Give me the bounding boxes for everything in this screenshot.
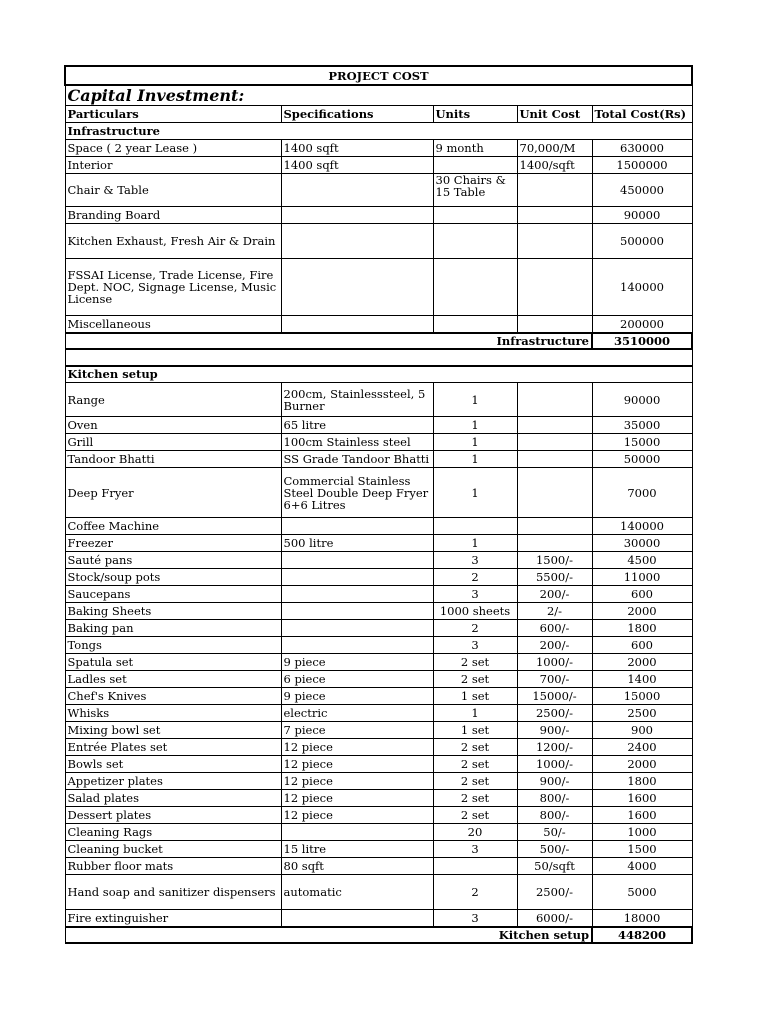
cell-particulars: Space ( 2 year Lease ) — [65, 140, 281, 157]
section-total-label: Infrastructure — [65, 333, 592, 349]
header-specifications: Specifications — [281, 106, 433, 123]
cell-total-cost: 140000 — [592, 259, 692, 316]
cell-particulars: Salad plates — [65, 790, 281, 807]
cell-units: 1 — [433, 451, 517, 468]
cell-units — [433, 259, 517, 316]
cell-unit-cost — [517, 518, 592, 535]
table-row — [65, 705, 692, 722]
cell-particulars: Appetizer plates — [65, 773, 281, 790]
cell-total-cost: 2000 — [592, 603, 692, 620]
table-row — [65, 773, 692, 790]
cell-unit-cost — [517, 451, 592, 468]
cell-specifications: automatic — [281, 875, 433, 910]
cell-particulars: Miscellaneous — [65, 316, 281, 333]
cell-total-cost: 4500 — [592, 552, 692, 569]
cell-units: 2 set — [433, 773, 517, 790]
cell-particulars: Stock/soup pots — [65, 569, 281, 586]
cell-units — [433, 157, 517, 174]
table-row — [65, 910, 692, 927]
cell-particulars: Grill — [65, 434, 281, 451]
cell-unit-cost: 900/- — [517, 722, 592, 739]
table-row — [65, 552, 692, 569]
cell-total-cost: 900 — [592, 722, 692, 739]
cell-units — [433, 858, 517, 875]
cell-specifications: electric — [281, 705, 433, 722]
table-row — [65, 316, 692, 333]
cell-specifications: 12 piece — [281, 756, 433, 773]
spacer-row — [65, 349, 692, 366]
cell-total-cost: 5000 — [592, 875, 692, 910]
cell-total-cost: 200000 — [592, 316, 692, 333]
cell-units — [433, 518, 517, 535]
cell-total-cost: 1800 — [592, 773, 692, 790]
cell-specifications: 9 piece — [281, 654, 433, 671]
cell-particulars: Freezer — [65, 535, 281, 552]
cell-particulars: Cleaning bucket — [65, 841, 281, 858]
header-row — [65, 106, 692, 123]
cell-total-cost: 500000 — [592, 224, 692, 259]
cell-unit-cost: 200/- — [517, 637, 592, 654]
cell-specifications — [281, 518, 433, 535]
cell-particulars: Hand soap and sanitizer dispensers — [65, 875, 281, 910]
cell-unit-cost — [517, 174, 592, 207]
cell-specifications — [281, 552, 433, 569]
cell-unit-cost: 1200/- — [517, 739, 592, 756]
cell-units: 1000 sheets — [433, 603, 517, 620]
cell-total-cost: 1800 — [592, 620, 692, 637]
section-heading-row — [65, 123, 692, 140]
header-total-cost: Total Cost(Rs) — [592, 106, 692, 123]
cell-particulars: Cleaning Rags — [65, 824, 281, 841]
cell-unit-cost: 200/- — [517, 586, 592, 603]
table-row — [65, 518, 692, 535]
cell-total-cost: 18000 — [592, 910, 692, 927]
cell-unit-cost — [517, 207, 592, 224]
table-row — [65, 790, 692, 807]
table-row — [65, 434, 692, 451]
cell-specifications — [281, 824, 433, 841]
cell-particulars: Saucepans — [65, 586, 281, 603]
cell-specifications — [281, 316, 433, 333]
table-row — [65, 224, 692, 259]
cell-total-cost: 1400 — [592, 671, 692, 688]
table-row — [65, 739, 692, 756]
cell-units: 30 Chairs & 15 Table — [433, 174, 517, 207]
cell-particulars: Tongs — [65, 637, 281, 654]
cell-units: 3 — [433, 841, 517, 858]
cell-unit-cost: 500/- — [517, 841, 592, 858]
cell-units: 2 — [433, 875, 517, 910]
cell-units — [433, 316, 517, 333]
cell-unit-cost — [517, 417, 592, 434]
cell-particulars: Oven — [65, 417, 281, 434]
cell-specifications: 9 piece — [281, 688, 433, 705]
cell-specifications: 500 litre — [281, 535, 433, 552]
cell-particulars: Branding Board — [65, 207, 281, 224]
cell-particulars: Rubber floor mats — [65, 858, 281, 875]
cell-units: 2 set — [433, 739, 517, 756]
table-row — [65, 535, 692, 552]
cell-unit-cost: 50/sqft — [517, 858, 592, 875]
table-row — [65, 637, 692, 654]
cell-specifications: 12 piece — [281, 790, 433, 807]
cell-particulars: Fire extinguisher — [65, 910, 281, 927]
section-heading: Infrastructure — [65, 123, 692, 140]
cell-total-cost: 1600 — [592, 790, 692, 807]
cell-units: 1 — [433, 383, 517, 417]
cell-particulars: FSSAI License, Trade License, Fire Dept. NOC, Signage License, Music License — [65, 259, 281, 316]
table-row — [65, 586, 692, 603]
cell-total-cost: 35000 — [592, 417, 692, 434]
cell-total-cost: 90000 — [592, 207, 692, 224]
section-heading-row — [65, 366, 692, 383]
table-row — [65, 858, 692, 875]
cell-particulars: Chef's Knives — [65, 688, 281, 705]
cell-specifications — [281, 224, 433, 259]
cell-total-cost: 2400 — [592, 739, 692, 756]
cell-unit-cost: 70,000/M — [517, 140, 592, 157]
cell-unit-cost — [517, 224, 592, 259]
table-row — [65, 451, 692, 468]
cell-specifications — [281, 259, 433, 316]
table-row — [65, 722, 692, 739]
cell-specifications: 100cm Stainless steel — [281, 434, 433, 451]
cell-total-cost: 2000 — [592, 756, 692, 773]
table-row — [65, 417, 692, 434]
cell-units — [433, 224, 517, 259]
cell-units — [433, 207, 517, 224]
cell-unit-cost: 800/- — [517, 790, 592, 807]
cell-particulars: Dessert plates — [65, 807, 281, 824]
section-total-value: 3510000 — [592, 333, 692, 349]
cell-unit-cost: 2/- — [517, 603, 592, 620]
cell-unit-cost: 1400/sqft — [517, 157, 592, 174]
cell-particulars: Spatula set — [65, 654, 281, 671]
cell-particulars: Ladles set — [65, 671, 281, 688]
cell-particulars: Deep Fryer — [65, 468, 281, 518]
table-row — [65, 841, 692, 858]
cell-particulars: Baking Sheets — [65, 603, 281, 620]
cell-unit-cost — [517, 535, 592, 552]
cell-units: 2 set — [433, 756, 517, 773]
cell-particulars: Sauté pans — [65, 552, 281, 569]
cell-specifications: SS Grade Tandoor Bhatti — [281, 451, 433, 468]
sheet-title: PROJECT COST — [65, 66, 692, 85]
cell-total-cost: 4000 — [592, 858, 692, 875]
cell-unit-cost: 900/- — [517, 773, 592, 790]
cell-particulars: Kitchen Exhaust, Fresh Air & Drain — [65, 224, 281, 259]
cell-unit-cost: 5500/- — [517, 569, 592, 586]
cell-unit-cost: 1500/- — [517, 552, 592, 569]
cell-unit-cost: 50/- — [517, 824, 592, 841]
cell-specifications: 12 piece — [281, 807, 433, 824]
table-row — [65, 824, 692, 841]
table-row — [65, 207, 692, 224]
table-row — [65, 756, 692, 773]
cell-total-cost: 1000 — [592, 824, 692, 841]
cell-units: 1 — [433, 705, 517, 722]
cell-specifications — [281, 569, 433, 586]
cell-unit-cost: 15000/- — [517, 688, 592, 705]
cell-units: 3 — [433, 552, 517, 569]
cell-unit-cost — [517, 468, 592, 518]
table-row — [65, 807, 692, 824]
cell-total-cost: 1600 — [592, 807, 692, 824]
cell-units: 9 month — [433, 140, 517, 157]
cell-units: 1 — [433, 417, 517, 434]
table-row — [65, 569, 692, 586]
cell-specifications: 7 piece — [281, 722, 433, 739]
cell-specifications — [281, 207, 433, 224]
header-particulars: Particulars — [65, 106, 281, 123]
cell-particulars: Entrée Plates set — [65, 739, 281, 756]
cell-specifications: 6 piece — [281, 671, 433, 688]
cell-units: 1 set — [433, 722, 517, 739]
cell-units: 3 — [433, 910, 517, 927]
cell-specifications — [281, 910, 433, 927]
cell-particulars: Baking pan — [65, 620, 281, 637]
cell-specifications: 1400 sqft — [281, 140, 433, 157]
cell-unit-cost: 600/- — [517, 620, 592, 637]
cell-total-cost: 1500 — [592, 841, 692, 858]
cell-specifications — [281, 586, 433, 603]
table-row — [65, 468, 692, 518]
cell-specifications: 12 piece — [281, 773, 433, 790]
section-total-row — [65, 333, 692, 349]
cell-total-cost: 630000 — [592, 140, 692, 157]
section-total-row — [65, 927, 692, 943]
cell-particulars: Tandoor Bhatti — [65, 451, 281, 468]
cell-units: 1 — [433, 468, 517, 518]
cell-total-cost: 11000 — [592, 569, 692, 586]
cell-unit-cost: 2500/- — [517, 875, 592, 910]
cell-specifications: 200cm, Stainlesssteel, 5 Burner — [281, 383, 433, 417]
cell-units: 3 — [433, 586, 517, 603]
cell-total-cost: 600 — [592, 637, 692, 654]
cell-total-cost: 1500000 — [592, 157, 692, 174]
cell-specifications: 12 piece — [281, 739, 433, 756]
cell-specifications: 65 litre — [281, 417, 433, 434]
table-row — [65, 620, 692, 637]
cell-particulars: Coffee Machine — [65, 518, 281, 535]
section-total-label: Kitchen setup — [65, 927, 592, 943]
cell-total-cost: 600 — [592, 586, 692, 603]
cell-unit-cost — [517, 434, 592, 451]
cell-particulars: Interior — [65, 157, 281, 174]
cell-total-cost: 140000 — [592, 518, 692, 535]
cell-total-cost: 15000 — [592, 688, 692, 705]
table-row — [65, 157, 692, 174]
cell-total-cost: 90000 — [592, 383, 692, 417]
cell-unit-cost — [517, 316, 592, 333]
cell-unit-cost: 1000/- — [517, 654, 592, 671]
cell-specifications — [281, 174, 433, 207]
cell-specifications: Commercial Stainless Steel Double Deep Fryer 6+6 Litres — [281, 468, 433, 518]
cell-units: 3 — [433, 637, 517, 654]
cell-units: 2 set — [433, 671, 517, 688]
cell-units: 1 set — [433, 688, 517, 705]
cell-specifications — [281, 637, 433, 654]
cell-specifications: 1400 sqft — [281, 157, 433, 174]
cell-units: 1 — [433, 535, 517, 552]
cell-specifications: 80 sqft — [281, 858, 433, 875]
table-row — [65, 688, 692, 705]
cell-particulars: Chair & Table — [65, 174, 281, 207]
cell-units: 2 set — [433, 807, 517, 824]
cell-units: 2 set — [433, 790, 517, 807]
cell-total-cost: 15000 — [592, 434, 692, 451]
cell-particulars: Range — [65, 383, 281, 417]
table-row — [65, 383, 692, 417]
table-row — [65, 174, 692, 207]
table-row — [65, 603, 692, 620]
cell-unit-cost: 800/- — [517, 807, 592, 824]
cell-unit-cost: 1000/- — [517, 756, 592, 773]
cell-specifications — [281, 620, 433, 637]
project-cost-sheet — [64, 65, 691, 944]
cell-unit-cost — [517, 383, 592, 417]
cell-specifications — [281, 603, 433, 620]
cell-units: 2 — [433, 620, 517, 637]
sheet-subtitle: Capital Investment: — [65, 85, 692, 106]
table-row — [65, 259, 692, 316]
cell-particulars: Whisks — [65, 705, 281, 722]
table-row — [65, 140, 692, 157]
section-total-value: 448200 — [592, 927, 692, 943]
header-unit-cost: Unit Cost — [517, 106, 592, 123]
cell-specifications: 15 litre — [281, 841, 433, 858]
cell-total-cost: 7000 — [592, 468, 692, 518]
cell-units: 20 — [433, 824, 517, 841]
cell-total-cost: 30000 — [592, 535, 692, 552]
header-units: Units — [433, 106, 517, 123]
cell-total-cost: 450000 — [592, 174, 692, 207]
project-cost-table — [64, 65, 693, 944]
cell-total-cost: 2500 — [592, 705, 692, 722]
cell-unit-cost — [517, 259, 592, 316]
cell-unit-cost: 700/- — [517, 671, 592, 688]
spacer-cell — [65, 349, 692, 366]
cell-unit-cost: 6000/- — [517, 910, 592, 927]
cell-units: 2 — [433, 569, 517, 586]
table-row — [65, 671, 692, 688]
cell-particulars: Bowls set — [65, 756, 281, 773]
cell-units: 1 — [433, 434, 517, 451]
cell-particulars: Mixing bowl set — [65, 722, 281, 739]
cell-unit-cost: 2500/- — [517, 705, 592, 722]
table-row — [65, 875, 692, 910]
cell-total-cost: 50000 — [592, 451, 692, 468]
table-row — [65, 654, 692, 671]
cell-units: 2 set — [433, 654, 517, 671]
section-heading: Kitchen setup — [65, 366, 692, 383]
cell-total-cost: 2000 — [592, 654, 692, 671]
